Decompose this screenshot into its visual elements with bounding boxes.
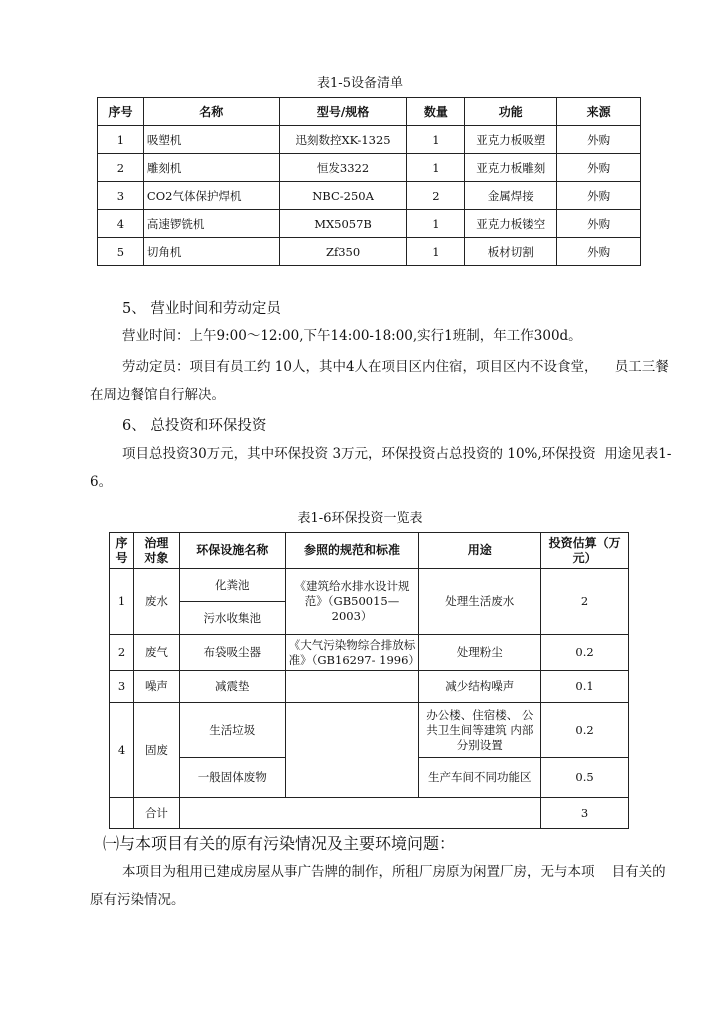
cell-facility: 布袋吸尘器 — [179, 635, 285, 671]
cell-no: 3 — [110, 671, 134, 703]
cell-model: NBC-250A — [279, 182, 407, 210]
cell-use: 生产车间不同功能区 — [419, 758, 541, 798]
table-header-row — [110, 533, 629, 569]
cell-standard: 《建筑给水排水设计规范》（GB50015—2003） — [285, 569, 419, 635]
equipment-table — [97, 97, 641, 266]
header-target: 治理 对象 — [133, 533, 179, 569]
table-row — [98, 126, 641, 154]
cell-estimate: 0.2 — [541, 703, 629, 758]
cell-no: 3 — [98, 182, 144, 210]
cell-source: 外购 — [557, 182, 641, 210]
cell-qty: 1 — [407, 210, 465, 238]
cell-no: 1 — [110, 569, 134, 635]
staff-text-line2: 在周边餐馆自行解决。 — [90, 387, 225, 403]
table-row — [98, 210, 641, 238]
cell-estimate: 0.5 — [541, 758, 629, 798]
cell-use: 处理生活废水 — [419, 569, 541, 635]
cell-standard: 《大气污染物综合排放标准》（GB16297- 1996） — [285, 635, 419, 671]
cell-estimate: 0.1 — [541, 671, 629, 703]
table-row — [98, 238, 641, 266]
cell-no: 1 — [98, 126, 144, 154]
cell-target: 噪声 — [133, 671, 179, 703]
cell-source: 外购 — [557, 210, 641, 238]
cell-model: MX5057B — [279, 210, 407, 238]
cell-total-label: 合计 — [133, 798, 179, 829]
section5-heading: 5、 营业时间和劳动定员 — [122, 301, 281, 317]
section6-heading: 6、 总投资和环保投资 — [122, 418, 267, 434]
table-row — [98, 182, 641, 210]
cell-source: 外购 — [557, 238, 641, 266]
cell-use: 处理粉尘 — [419, 635, 541, 671]
table-row — [110, 703, 629, 758]
cell-no: 2 — [110, 635, 134, 671]
cell-target: 废气 — [133, 635, 179, 671]
cell-source: 外购 — [557, 154, 641, 182]
business-hours-text: 营业时间：上午9:00～12:00,下午14:00-18:00,实行1班制，年工作300d。 — [122, 328, 582, 344]
table-row — [98, 154, 641, 182]
header-no: 序号 — [98, 98, 144, 126]
cell-target: 废水 — [133, 569, 179, 635]
table15-caption: 表1-5设备清单 — [317, 76, 403, 91]
header-no: 序号 — [110, 533, 134, 569]
header-function: 功能 — [465, 98, 557, 126]
cell-function: 亚克力板镂空 — [465, 210, 557, 238]
header-source: 来源 — [557, 98, 641, 126]
header-estimate: 投资估算（万元） — [541, 533, 629, 569]
cell-target: 固废 — [133, 703, 179, 798]
pollution-heading: ㈠与本项目有关的原有污染情况及主要环境问题： — [103, 834, 456, 853]
cell-standard — [285, 671, 419, 703]
cell-function: 亚克力板雕刻 — [465, 154, 557, 182]
cell-no: 4 — [98, 210, 144, 238]
cell-facility: 化粪池 — [179, 569, 285, 602]
cell-total-estimate: 3 — [541, 798, 629, 829]
cell-total-blank — [179, 798, 540, 829]
table-row — [110, 569, 629, 602]
cell-facility: 一般固体废物 — [179, 758, 285, 798]
cell-estimate: 0.2 — [541, 635, 629, 671]
cell-qty: 2 — [407, 182, 465, 210]
cell-function: 金属焊接 — [465, 182, 557, 210]
cell-name: 高速锣铣机 — [143, 210, 279, 238]
cell-model: 恒发3322 — [279, 154, 407, 182]
cell-function: 板材切割 — [465, 238, 557, 266]
pollution-text-line1: 本项目为租用已建成房屋从事广告牌的制作，所租厂房原为闲置厂房，无与本项 目有关的 — [122, 864, 666, 880]
cell-model: Zf350 — [279, 238, 407, 266]
table16-caption: 表1-6环保投资一览表 — [297, 511, 423, 526]
cell-facility: 减震垫 — [179, 671, 285, 703]
header-use: 用途 — [419, 533, 541, 569]
cell-no: 4 — [110, 703, 134, 798]
header-standard: 参照的规范和标准 — [285, 533, 419, 569]
cell-use: 办公楼、住宿楼、 公共卫生间等建筑 内部分别设置 — [419, 703, 541, 758]
header-name: 名称 — [143, 98, 279, 126]
cell-name: 吸塑机 — [143, 126, 279, 154]
table-row — [110, 671, 629, 703]
cell-source: 外购 — [557, 126, 641, 154]
cell-no: 2 — [98, 154, 144, 182]
cell-name: 切角机 — [143, 238, 279, 266]
pollution-text-line2: 原有污染情况。 — [90, 892, 185, 908]
cell-estimate: 2 — [541, 569, 629, 635]
cell-use: 减少结构噪声 — [419, 671, 541, 703]
header-qty: 数量 — [407, 98, 465, 126]
cell-name: 雕刻机 — [143, 154, 279, 182]
table-row — [110, 635, 629, 671]
cell-no: 5 — [98, 238, 144, 266]
investment-text-line1: 项目总投资30万元，其中环保投资 3万元，环保投资占总投资的 10%,环保投资 用途见表1- — [122, 446, 672, 462]
cell-facility: 污水收集池 — [179, 602, 285, 635]
table-total-row — [110, 798, 629, 829]
cell-qty: 1 — [407, 154, 465, 182]
cell-standard — [285, 703, 419, 798]
cell-qty: 1 — [407, 126, 465, 154]
cell-model: 迅刻数控XK-1325 — [279, 126, 407, 154]
cell-function: 亚克力板吸塑 — [465, 126, 557, 154]
cell-no — [110, 798, 134, 829]
header-facility: 环保设施名称 — [179, 533, 285, 569]
table-header-row — [98, 98, 641, 126]
cell-name: CO2气体保护焊机 — [143, 182, 279, 210]
staff-text-line1: 劳动定员：项目有员工约 10人，其中4人在项目区内住宿，项目区内不设食堂， 员工三餐 — [122, 359, 669, 375]
header-model: 型号/规格 — [279, 98, 407, 126]
cell-qty: 1 — [407, 238, 465, 266]
investment-text-line2: 6。 — [90, 474, 113, 490]
env-investment-table — [109, 532, 629, 829]
cell-facility: 生活垃圾 — [179, 703, 285, 758]
